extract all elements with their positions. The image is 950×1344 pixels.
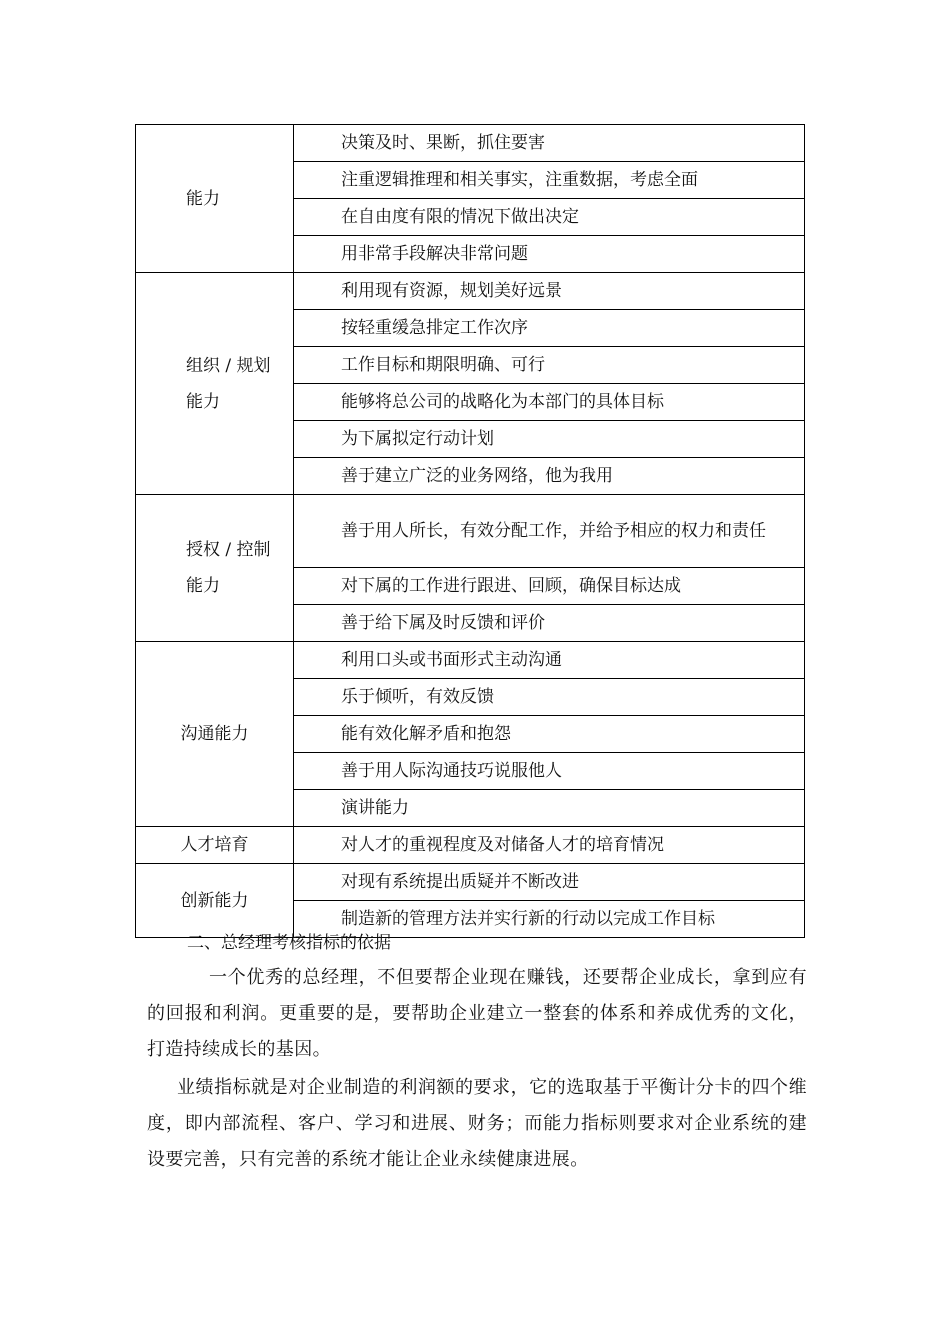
criterion-cell: 工作目标和期限明确、可行 [294, 347, 805, 384]
criterion-cell: 用非常手段解决非常问题 [294, 236, 805, 273]
category-cell [136, 273, 294, 495]
category-label: 能力 [186, 391, 220, 412]
table-row [136, 273, 805, 310]
criterion-cell: 能够将总公司的战略化为本部门的具体目标 [294, 384, 805, 421]
criterion-cell: 能有效化解矛盾和抱怨 [294, 716, 805, 753]
body-paragraph [147, 1070, 807, 1178]
body-paragraph [147, 960, 807, 1068]
criterion-cell: 制造新的管理方法并实行新的行动以完成工作目标 [294, 901, 805, 938]
table-row [136, 864, 805, 901]
criterion-cell: 在自由度有限的情况下做出决定 [294, 199, 805, 236]
category-label: 沟通能力 [180, 724, 249, 744]
category-label: 人才培育 [180, 835, 249, 855]
criterion-cell: 决策及时、果断，抓住要害 [294, 125, 805, 162]
category-cell [136, 495, 294, 642]
criterion-cell: 对现有系统提出质疑并不断改进 [294, 864, 805, 901]
criterion-cell: 对人才的重视程度及对储备人才的培育情况 [294, 827, 805, 864]
criterion-cell: 乐于倾听，有效反馈 [294, 679, 805, 716]
criterion-cell: 善于给下属及时反馈和评价 [294, 605, 805, 642]
category-cell [136, 864, 294, 938]
criterion-cell: 为下属拟定行动计划 [294, 421, 805, 458]
category-cell [136, 125, 294, 273]
section-heading: 二、总经理考核指标的依据 [187, 933, 391, 953]
category-label: 创新能力 [180, 890, 249, 911]
category-cell [136, 642, 294, 827]
category-label: 授权 / 控制 [186, 540, 271, 560]
category-label: 能力 [186, 576, 220, 596]
criterion-cell: 演讲能力 [294, 790, 805, 827]
paragraph-text: 一个优秀的总经理，不但要帮企业现在赚钱，还要帮企业成长，拿到应有的回报和利润。更重要的是，要帮助企业建立一整套的体系和养成优秀的文化，打造持续成长的基因。 [147, 967, 807, 1060]
table-row [136, 642, 805, 679]
paragraph-text: 业绩指标就是对企业制造的利润额的要求，它的选取基于平衡计分卡的四个维度，即内部流程、客户、学习和进展、财务；而能力指标则要求对企业系统的建设要完善，只有完善的系统才能让企业永续健康进展。 [147, 1077, 807, 1170]
criterion-cell: 按轻重缓急排定工作次序 [294, 310, 805, 347]
criterion-cell: 利用现有资源，规划美好远景 [294, 273, 805, 310]
table-row [136, 125, 805, 162]
evaluation-table [135, 124, 805, 938]
category-cell [136, 827, 294, 864]
criterion-cell: 对下属的工作进行跟进、回顾，确保目标达成 [294, 568, 805, 605]
category-label: 能力 [186, 188, 220, 209]
criterion-cell: 利用口头或书面形式主动沟通 [294, 642, 805, 679]
criterion-cell: 注重逻辑推理和相关事实，注重数据，考虑全面 [294, 162, 805, 199]
criterion-cell: 善于用人所长，有效分配工作，并给予相应的权力和责任 [294, 495, 805, 568]
criterion-cell: 善于建立广泛的业务网络，他为我用 [294, 458, 805, 495]
table-row [136, 495, 805, 568]
category-label: 组织 / 规划 [186, 355, 271, 376]
table-row [136, 827, 805, 864]
criterion-cell: 善于用人际沟通技巧说服他人 [294, 753, 805, 790]
